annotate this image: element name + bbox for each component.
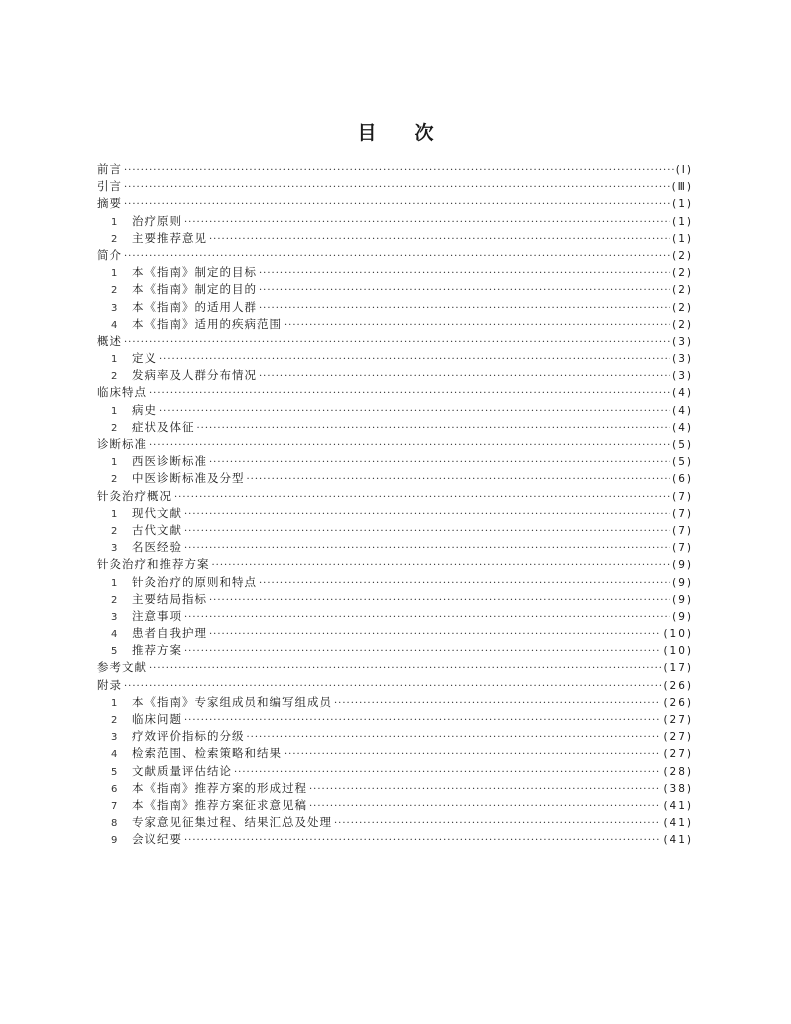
toc-entry-label: 发病率及人群分布情况: [132, 368, 257, 383]
toc-subentry[interactable]: [97, 281, 693, 298]
toc-entry-label: 针灸治疗的原则和特点: [132, 574, 257, 589]
toc-entry-label: 西医诊断标准: [132, 454, 207, 469]
toc-page-number: (2): [672, 318, 693, 331]
toc-leader-dots: [184, 214, 670, 230]
toc-page-number: (4): [672, 421, 693, 434]
toc-entry[interactable]: [97, 195, 693, 212]
toc-page-number: (2): [672, 301, 693, 314]
toc-entry-label: 推荐方案: [132, 643, 182, 658]
toc-entry-number: 1: [111, 268, 118, 280]
toc-subentry[interactable]: [97, 230, 693, 247]
toc-entry-label: 中医诊断标准及分型: [132, 471, 245, 486]
toc-page-number: (27): [663, 714, 693, 726]
toc-leader-dots: [124, 179, 670, 195]
toc-subentry[interactable]: [97, 264, 693, 281]
toc-entry-label: 主要结局指标: [132, 591, 207, 606]
toc-leader-dots: [184, 506, 670, 522]
toc-page-number: (26): [663, 696, 693, 709]
toc-subentry[interactable]: [97, 780, 693, 797]
toc-entry-number: 5: [111, 646, 118, 658]
toc-entry-label: 注意事项: [132, 608, 182, 623]
toc-page-number: (27): [663, 748, 693, 761]
toc-page-number: (41): [663, 817, 693, 830]
toc-entry-number: 2: [111, 285, 118, 297]
toc-entry-label: 古代文献: [132, 522, 182, 537]
toc-entry[interactable]: [97, 247, 693, 264]
toc-subentry[interactable]: [97, 470, 693, 487]
toc-entry-label: 本《指南》制定的目的: [132, 282, 257, 297]
toc-entry-number: 9: [111, 835, 118, 847]
toc-entry-number: 8: [111, 818, 118, 830]
toc-page-number: (38): [663, 782, 693, 795]
toc-entry-number: 2: [111, 474, 118, 486]
toc-subentry[interactable]: [97, 522, 693, 539]
toc-entry-label: 患者自我护理: [132, 626, 207, 641]
toc-leader-dots: [259, 282, 670, 298]
toc-entry-number: 7: [111, 800, 118, 812]
toc-entry-number: 4: [111, 629, 118, 641]
toc-subentry[interactable]: [97, 831, 693, 848]
toc-entry-number: 3: [111, 611, 118, 623]
toc-leader-dots: [149, 437, 670, 453]
toc-page-number: (1): [672, 232, 693, 245]
toc-entry-number: 1: [111, 508, 118, 520]
toc-leader-dots: [184, 643, 661, 659]
toc-leader-dots: [334, 695, 661, 711]
toc-entry-label: 治疗原则: [132, 213, 182, 228]
toc-page-number: (5): [672, 456, 693, 469]
toc-entry-number: 1: [111, 457, 118, 469]
toc-entry-label: 引言: [97, 179, 122, 194]
toc-entry-label: 病史: [132, 402, 157, 417]
toc-leader-dots: [259, 300, 670, 316]
toc-page-number: (26): [663, 679, 693, 692]
toc-entry-label: 本《指南》适用的疾病范围: [132, 316, 282, 331]
toc-entry[interactable]: [97, 659, 693, 676]
toc-entry-label: 本《指南》推荐方案的形成过程: [132, 780, 307, 795]
toc-entry-label: 检索范围、检索策略和结果: [132, 746, 282, 761]
toc-page-number: (7): [672, 507, 693, 520]
toc-leader-dots: [309, 781, 661, 797]
toc-page-number: (Ⅰ): [675, 164, 693, 176]
toc-leader-dots: [284, 317, 670, 333]
toc-entry-number: 1: [111, 216, 118, 228]
toc-entry-label: 疗效评价指标的分级: [132, 729, 245, 744]
toc-page-number: (1): [672, 215, 693, 228]
toc-entry-number: 2: [111, 525, 118, 537]
toc-leader-dots: [209, 454, 670, 470]
toc-entry-label: 专家意见征集过程、结果汇总及处理: [132, 815, 332, 830]
toc-leader-dots: [309, 798, 661, 814]
toc-subentry[interactable]: [97, 591, 693, 608]
toc-subentry[interactable]: [97, 505, 693, 522]
toc-entry-label: 临床问题: [132, 712, 182, 726]
toc-leader-dots: [334, 815, 661, 831]
toc-page-number: (9): [672, 559, 693, 572]
title-char-left: 目: [357, 122, 377, 144]
toc-subentry[interactable]: [97, 316, 693, 333]
toc-page-number: (3): [672, 335, 693, 348]
page-title: [0, 118, 791, 145]
toc-subentry[interactable]: [97, 213, 693, 230]
toc-subentry[interactable]: [97, 539, 693, 556]
toc-leader-dots: [247, 471, 671, 487]
toc-entry-number: 2: [111, 594, 118, 606]
toc-leader-dots: [149, 660, 661, 676]
toc-page-number: (28): [663, 765, 693, 778]
toc-page-number: (Ⅲ): [671, 181, 693, 194]
toc-subentry[interactable]: [97, 453, 693, 470]
toc-subentry[interactable]: [97, 814, 693, 831]
toc-subentry[interactable]: [97, 797, 693, 814]
toc-leader-dots: [284, 746, 661, 762]
toc-entry-label: 会议纪要: [132, 832, 182, 847]
toc-entry[interactable]: [97, 333, 693, 350]
toc-entry[interactable]: [97, 488, 693, 505]
toc-subentry[interactable]: [97, 350, 693, 367]
toc-subentry[interactable]: [97, 745, 693, 762]
toc-subentry[interactable]: [97, 625, 693, 642]
toc-entry-label: 针灸治疗和推荐方案: [97, 557, 210, 572]
toc-leader-dots: [124, 162, 674, 178]
toc-entry[interactable]: [97, 677, 693, 694]
toc-entry-number: 2: [111, 233, 118, 245]
toc-entry-label: 诊断标准: [97, 437, 147, 451]
toc-page-number: (41): [663, 834, 693, 847]
toc-entry-number: 2: [111, 422, 118, 434]
toc-page-number: (2): [672, 284, 693, 297]
toc-subentry[interactable]: [97, 642, 693, 659]
toc-entry-label: 针灸治疗概况: [97, 488, 172, 503]
toc-subentry[interactable]: [97, 711, 693, 728]
toc-leader-dots: [124, 334, 670, 350]
toc-entry-number: 3: [111, 302, 118, 314]
toc-entry-number: 1: [111, 697, 118, 709]
toc-leader-dots: [184, 540, 670, 556]
table-of-contents: [97, 161, 693, 849]
toc-subentry[interactable]: [97, 299, 693, 316]
toc-entry-number: 3: [111, 732, 118, 744]
toc-leader-dots: [259, 575, 670, 591]
toc-page-number: (3): [672, 370, 693, 383]
toc-entry-number: 6: [111, 783, 118, 795]
toc-leader-dots: [212, 557, 671, 573]
toc-subentry[interactable]: [97, 419, 693, 436]
toc-entry[interactable]: [97, 436, 693, 453]
toc-leader-dots: [159, 351, 670, 367]
toc-entry-label: 摘要: [97, 196, 122, 211]
toc-leader-dots: [197, 420, 671, 436]
toc-entry-label: 附录: [97, 677, 122, 692]
toc-leader-dots: [247, 729, 662, 745]
toc-entry[interactable]: [97, 556, 693, 573]
toc-leader-dots: [124, 248, 670, 264]
toc-leader-dots: [184, 712, 661, 728]
toc-entry-number: 3: [111, 543, 118, 555]
toc-page-number: (2): [672, 249, 693, 262]
toc-page-number: (7): [672, 490, 693, 503]
toc-entry-label: 本《指南》专家组成员和编写组成员: [132, 694, 332, 709]
toc-page-number: (5): [672, 439, 693, 451]
toc-entry-number: 2: [111, 715, 118, 726]
toc-entry-number: 1: [111, 405, 118, 417]
toc-entry-label: 现代文献: [132, 505, 182, 520]
toc-leader-dots: [149, 385, 670, 401]
toc-subentry[interactable]: [97, 367, 693, 384]
toc-entry-label: 文献质量评估结论: [132, 763, 232, 778]
toc-entry-label: 主要推荐意见: [132, 230, 207, 245]
toc-entry-label: 前言: [97, 162, 122, 176]
toc-page-number: (17): [663, 662, 693, 675]
toc-leader-dots: [184, 609, 670, 625]
toc-entry-number: 4: [111, 749, 118, 761]
toc-page-number: (10): [663, 628, 693, 641]
toc-entry[interactable]: [97, 161, 693, 178]
toc-entry-label: 参考文献: [97, 660, 147, 675]
toc-entry-label: 名医经验: [132, 540, 182, 555]
toc-page-number: (7): [672, 524, 693, 537]
toc-page-number: (9): [672, 610, 693, 623]
toc-leader-dots: [159, 403, 670, 419]
toc-leader-dots: [184, 832, 661, 848]
toc-leader-dots: [124, 196, 670, 212]
toc-entry-number: 1: [111, 577, 118, 589]
toc-subentry[interactable]: [97, 728, 693, 745]
toc-entry-number: 2: [111, 371, 118, 383]
toc-entry-label: 本《指南》的适用人群: [132, 299, 257, 314]
toc-subentry[interactable]: [97, 608, 693, 625]
toc-entry-number: 4: [111, 319, 118, 331]
toc-entry-label: 概述: [97, 333, 122, 348]
toc-subentry[interactable]: [97, 574, 693, 591]
toc-entry[interactable]: [97, 384, 693, 401]
toc-entry-label: 症状及体征: [132, 419, 195, 434]
toc-page-number: (10): [663, 645, 693, 658]
toc-entry-label: 临床特点: [97, 385, 147, 400]
toc-entry-label: 简介: [97, 247, 122, 262]
toc-leader-dots: [209, 592, 670, 608]
toc-subentry[interactable]: [97, 402, 693, 419]
toc-leader-dots: [184, 523, 670, 539]
toc-leader-dots: [174, 489, 670, 505]
toc-page-number: (4): [672, 404, 693, 417]
toc-page-number: (2): [672, 267, 693, 280]
toc-subentry[interactable]: [97, 763, 693, 780]
toc-page-number: (41): [663, 799, 693, 812]
toc-page-number: (3): [672, 353, 693, 366]
toc-leader-dots: [209, 626, 661, 642]
toc-leader-dots: [124, 678, 661, 694]
toc-leader-dots: [259, 265, 670, 281]
toc-leader-dots: [209, 231, 670, 247]
toc-leader-dots: [259, 368, 670, 384]
toc-subentry[interactable]: [97, 694, 693, 711]
toc-page-number: (6): [672, 473, 693, 486]
toc-entry-number: 5: [111, 766, 118, 778]
toc-entry[interactable]: [97, 178, 693, 195]
toc-page-number: (9): [672, 593, 693, 606]
toc-entry-number: 1: [111, 354, 118, 366]
toc-page-number: (7): [672, 542, 693, 555]
toc-page-number: (4): [672, 387, 693, 400]
toc-leader-dots: [234, 764, 661, 780]
toc-page-number: (1): [672, 198, 693, 211]
toc-entry-label: 定义: [132, 351, 157, 366]
toc-entry-label: 本《指南》制定的目标: [132, 265, 257, 280]
toc-page-number: (27): [663, 731, 693, 744]
toc-page-number: (9): [672, 576, 693, 589]
toc-entry-label: 本《指南》推荐方案征求意见稿: [132, 797, 307, 812]
title-char-right: 次: [414, 122, 434, 144]
